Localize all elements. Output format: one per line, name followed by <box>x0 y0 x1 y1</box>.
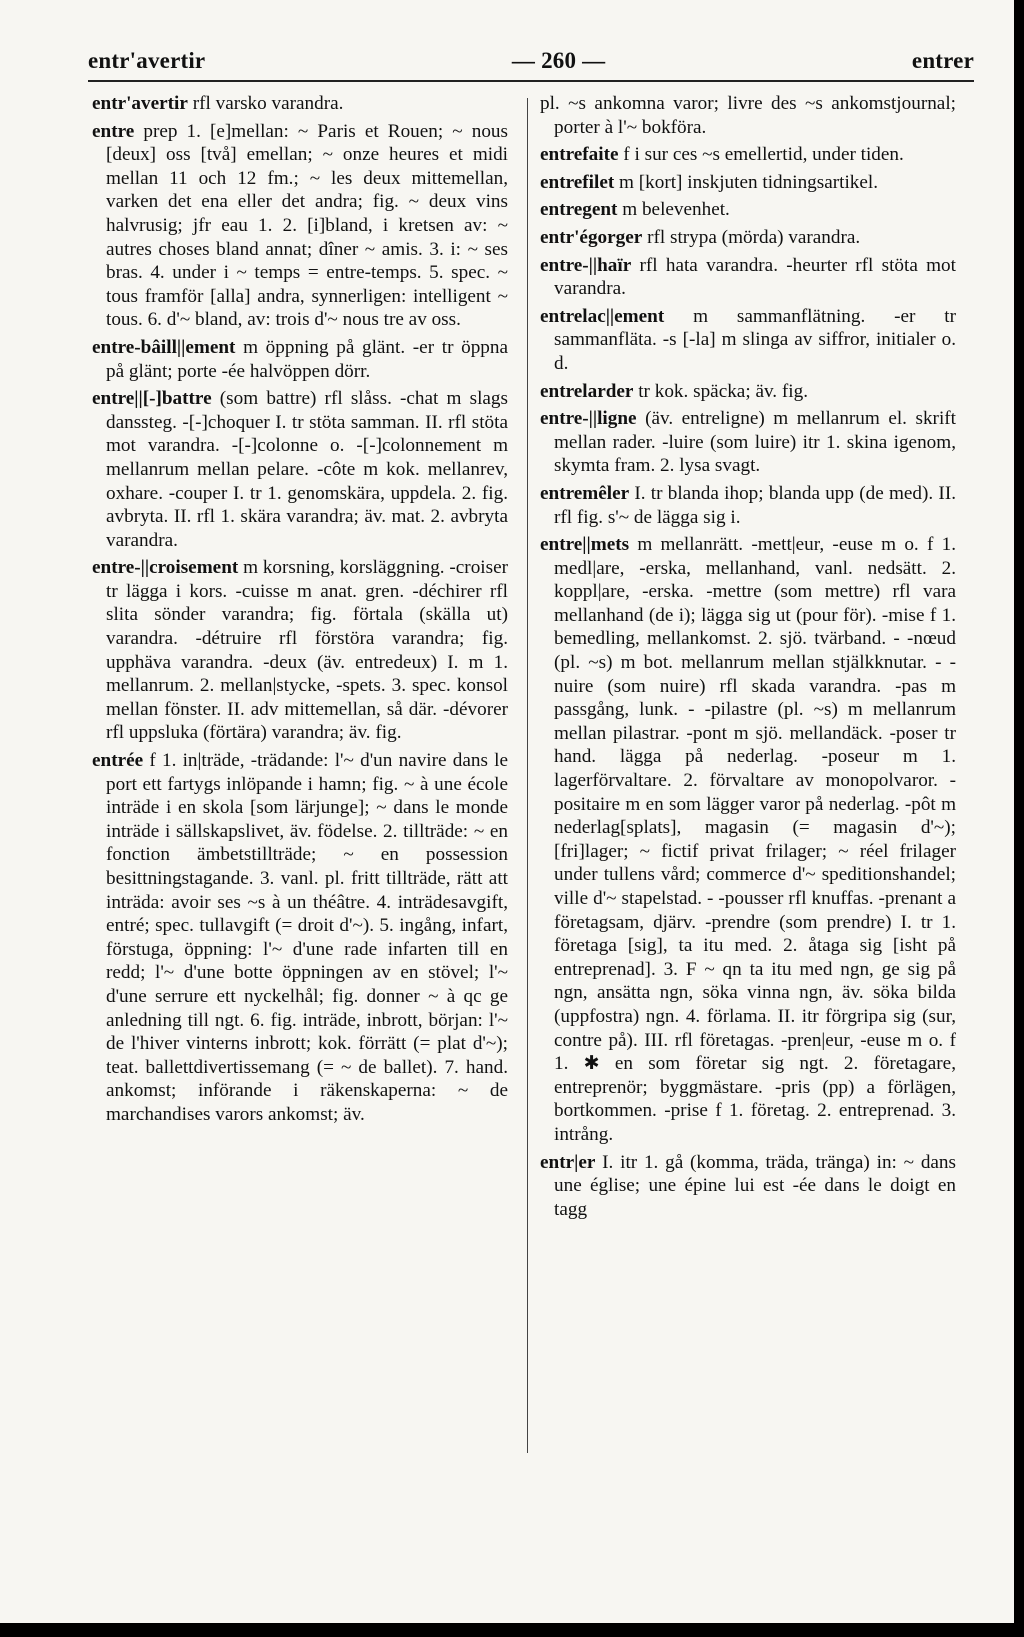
header-rule <box>88 80 974 82</box>
dictionary-entry <box>540 407 956 478</box>
entry-headword: entrée <box>92 750 144 772</box>
scan-edge-bottom <box>0 1623 1024 1637</box>
page-header <box>88 34 974 74</box>
dictionary-entry <box>540 171 956 195</box>
dictionary-entry <box>540 482 956 529</box>
entry-headword: entr'avertir <box>92 93 188 114</box>
entry-text: m mellanrätt. -mett|eur, -euse m o. f 1. medl|are, -erska, mellanhand, vanl. nedsätt. 2. koppl|are, -erska. -mettre (som mettre) rfl vara mellanhand (de i); lägga sig ut (pour för). -mise f 1. bemedling, mellankomst. 2. sjö. tvärband. - -nœud (pl. ~s) m bot. mellanrum mellan stjälkknutar. - -nuire (som nuire) rfl skada varandra. -pas m passgång, lunk. - -pilastre (pl. ~s) m mellanrum mellan pilastrar. -pont m sjö. mellandäck. -poser tr hand. lägga på nederlag. -poseur m 1. lagerförvaltare. 2. förvaltare av monopolvaror. -positaire m en som lägger varor på nederlag. -pôt m nederlag[splats], magasin (= magasin d'~); [fri]lager; ~ fictif privat frilager; ~ réel frilager under tullens vård; commerce d'~ speditionshandel; ville d'~ stapelstad. - -pousser rfl knuffas. -prenant a företagsam, djärv. -prendre (som prendre) I. tr 1. företaga [sig], ta itu med. 2. åtaga sig [isht på entreprenad]. 3. F ~ qn ta itu med ngn, ge sig på ngn, ansätta ngn, söka vinna ngn, äv. söka bilda (uppfostra) ngn. 4. förlama. II. itr förgripa sig (sur, contre på). III. rfl företagas. -pren|eur, -euse m o. f 1. ✱ en som företar sig ngt. 2. företagare, entreprenör; byggmästare. -pris (pp) a förlägen, bortkommen. -prise f 1. företag. 2. entreprenad. 3. intrång. <box>554 534 956 1145</box>
entry-headword: entrefilet <box>540 171 615 193</box>
dictionary-entry <box>92 336 508 383</box>
scan-edge-right <box>1014 0 1024 1637</box>
entry-headword: entre||mets <box>540 534 630 556</box>
header-left-guideword: entr'avertir <box>88 48 206 73</box>
dictionary-entry <box>92 92 508 116</box>
entry-headword: entre-||haïr <box>540 254 632 276</box>
entry-headword: entre||[-]battre <box>92 388 212 410</box>
dictionary-entry <box>540 533 956 1146</box>
entry-headword: entre-||croisement <box>92 557 239 579</box>
entry-text: prep 1. [e]mellan: ~ Paris et Rouen; ~ nous [deux] oss [två] emellan; ~ onze heures et midi mellan 11 och 12 fm.; ~ les deux mittemellan, varken det ena eller det andra; fig. ~ deux vins halvrusig; jfr eau 1. 2. [i]bland, i kretsen av: ~ autres choses bland annat; dîner ~ amis. 3. i: ~ ses bras. 4. under i ~ temps = entre-temps. 5. spec. ~ tous framför [alla] andra, synnerligen: intelligent ~ tous. 6. d'~ bland, av: trois d'~ nous tre av oss. <box>106 120 508 331</box>
entry-headword: entr|er <box>540 1151 596 1173</box>
right-column <box>540 92 956 1532</box>
dictionary-entry <box>540 305 956 376</box>
entry-text: tr kok. späcka; äv. fig. <box>633 380 809 402</box>
dictionary-entry <box>540 226 956 250</box>
dictionary-entry <box>92 749 508 1127</box>
entry-text: (äv. entreligne) m mellanrum el. skrift mellan rader. -luire (som luire) itr 1. skina igenom, skymta fram. 2. lysa svagt. <box>554 408 956 477</box>
entry-text: m korsning, korsläggning. -croiser tr lägga i kors. -cuisse m anat. gren. -déchirer rfl slita sönder varandra; fig. förtala (skälla ut) varandra. -détruire rfl förstöra varandra; fig. upphäva varandra. -deux (äv. entredeux) I. m 1. mellanrum. 2. mellan|stycke, -spets. 3. spec. konsol mellan fönster. II. adv mittemellan, så där. -dévorer rfl uppsluka (förtära) varandra; äv. fig. <box>106 557 508 744</box>
entry-headword: entrelarder <box>540 380 634 402</box>
entry-headword: entre-bâill||ement <box>92 336 236 358</box>
entry-headword: entre <box>92 120 135 142</box>
entry-text: I. tr blanda ihop; blanda upp (de med). II. rfl fig. s'~ de lägga sig i. <box>554 482 956 528</box>
dictionary-entry <box>92 387 508 552</box>
page-number: — 260 — <box>511 48 606 73</box>
entry-text: m sammanflätning. -er tr sammanfläta. -s [-la] m slinga av siffror, initialer o. d. <box>554 305 956 374</box>
entry-headword: entr'égorger <box>540 226 643 248</box>
left-column <box>92 92 508 1532</box>
header-right-guideword: entrer <box>911 48 974 73</box>
entry-headword: entrefaite <box>540 144 619 166</box>
dictionary-entry <box>540 1151 956 1222</box>
entry-headword: entremêler <box>540 482 630 504</box>
dictionary-entry <box>540 380 956 404</box>
dictionary-entry <box>540 92 956 139</box>
entry-text: rfl hata varandra. -heurter rfl stöta mot varandra. <box>554 254 956 300</box>
entry-headword: entregent <box>540 199 618 221</box>
entry-text: m öppning på glänt. -er tr öppna på glänt; porte -ée halvöppen dörr. <box>106 336 508 382</box>
entry-text: m [kort] inskjuten tidningsartikel. <box>614 171 879 193</box>
entry-text: rfl varsko varandra. <box>187 93 344 114</box>
dictionary-entry <box>540 198 956 222</box>
dictionary-entry <box>540 143 956 167</box>
entry-text: rfl strypa (mörda) varandra. <box>642 226 861 248</box>
entry-text: f i sur ces ~s emellertid, under tiden. <box>618 144 904 166</box>
entry-text: m belevenhet. <box>617 199 730 221</box>
entry-text: f 1. in|träde, -trädande: l'~ d'un navire dans le port ett fartygs inlöpande i hamn; fig. ~ à une école inträde i en skola [som lärjunge]; ~ dans le monde inträde i sällskapslivet, äv. födelse. 2. tillträde: ~ en fonction ämbetstillträde; ~ en possession besittningstagande. 3. vanl. pl. fritt tillträde, rätt att inträda: avoir ses ~s à un théâtre. 4. inträdesavgift, entré; spec. tullavgift (= droit d'~). 5. ingång, infart, förstuga, öppning: l'~ d'une rade infarten till en redd; l'~ d'une botte öppningen av en stövel; l'~ d'une serrure ett nyckelhål; fig. donner ~ à qc ge anledning till ngt. 6. fig. inträde, inbrott, början: l'~ de l'hiver vinterns inbrott; kok. förrätt (= plat d'~); teat. ballettdivertissemang (= ~ de ballet). 7. hand. ankomst; införande i räkenskaperna: ~ de marchandises varors ankomst; äv. <box>106 750 508 1125</box>
entry-text: pl. ~s ankomna varor; livre des ~s ankomstjournal; porter à l'~ bokföra. <box>540 93 956 138</box>
dictionary-entry <box>92 120 508 332</box>
entry-headword: entre-||ligne <box>540 408 637 430</box>
dictionary-entry <box>92 556 508 745</box>
entry-text: (som battre) rfl slåss. -chat m slags danssteg. -[-]choquer I. tr stöta samman. II. rfl stöta mot varandra. -[-]colonne o. -[-]colonnement m mellanrum mellan pelare. -côte m kok. mellanrev, oxhare. -couper I. tr 1. genomskära, uppdela. 2. fig. avbryta. II. rfl 1. skära varandra; äv. mat. 2. avbryta varandra. <box>106 388 508 551</box>
dictionary-entry <box>540 254 956 301</box>
entry-text: I. itr 1. gå (komma, träda, tränga) in: ~ dans une église; une épine lui est -ée dans le doigt en tagg <box>554 1151 956 1220</box>
column-divider <box>527 98 528 1453</box>
entry-headword: entrelac||ement <box>540 305 665 327</box>
